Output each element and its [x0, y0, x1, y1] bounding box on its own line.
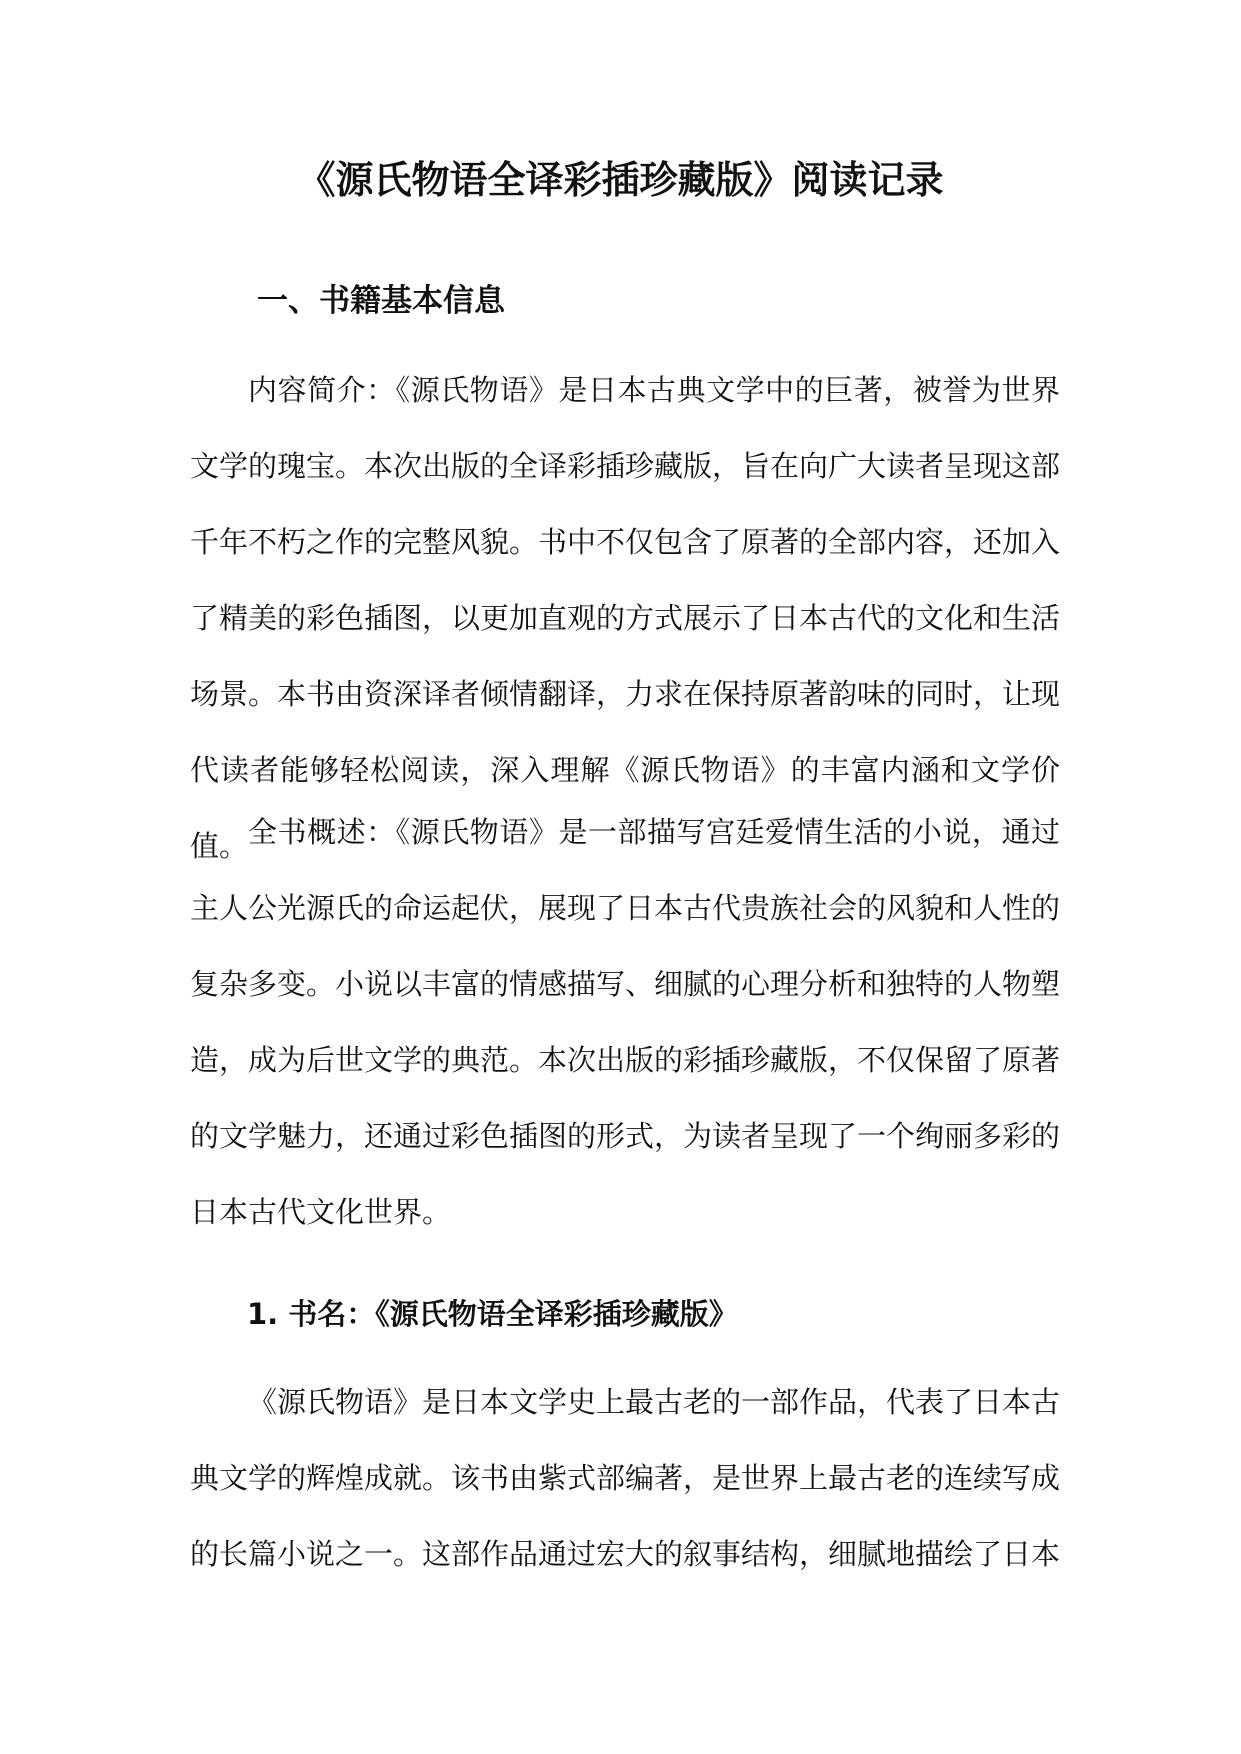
- paragraph-content-intro: 内容简介：《源氏物语》是日本古典文学中的巨著，被誉为世界文学的瑰宝。本次出版的全译彩插珍藏版，旨在向广大读者呈现这部千年不朽之作的完整风貌。书中不仅包含了原著的全部内容，还加入了精美的彩色插图，以更加直观的方式展示了日本古代的文化和生活场景。本书由资深译者倾情翻译，力求在保持原著韵味的同时，让现代读者能够轻松阅读，深入理解《源氏物语》的丰富内涵和文学价值。: [190, 373, 1061, 863]
- paragraph-book-name-description: 《源氏物语》是日本文学史上最古老的一部作品，代表了日本古典文学的辉煌成就。该书由紫式部编著，是世界上最古老的连续写成的长篇小说之一。这部作品通过宏大的叙事结构，细腻地描绘了日本: [190, 1385, 1061, 1571]
- paragraph-book-overview: 全书概述：《源氏物语》是一部描写宫廷爱情生活的小说，通过主人公光源氏的命运起伏，展现了日本古代贵族社会的风貌和人性的复杂多变。小说以丰富的情感描写、细腻的心理分析和独特的人物塑造，成为后世文学的典范。本次出版的彩插珍藏版，不仅保留了原著的文学魅力，还通过彩色插图的形式，为读者呈现了一个绚丽多彩的日本古代文化世界。: [190, 815, 1061, 1229]
- subheading-book-name: 1. 书名：《源氏物语全译彩插珍藏版》: [247, 1297, 738, 1331]
- document-title: 《源氏物语全译彩插珍藏版》阅读记录: [297, 158, 944, 202]
- section-heading-basic-info: 一、书籍基本信息: [257, 283, 505, 319]
